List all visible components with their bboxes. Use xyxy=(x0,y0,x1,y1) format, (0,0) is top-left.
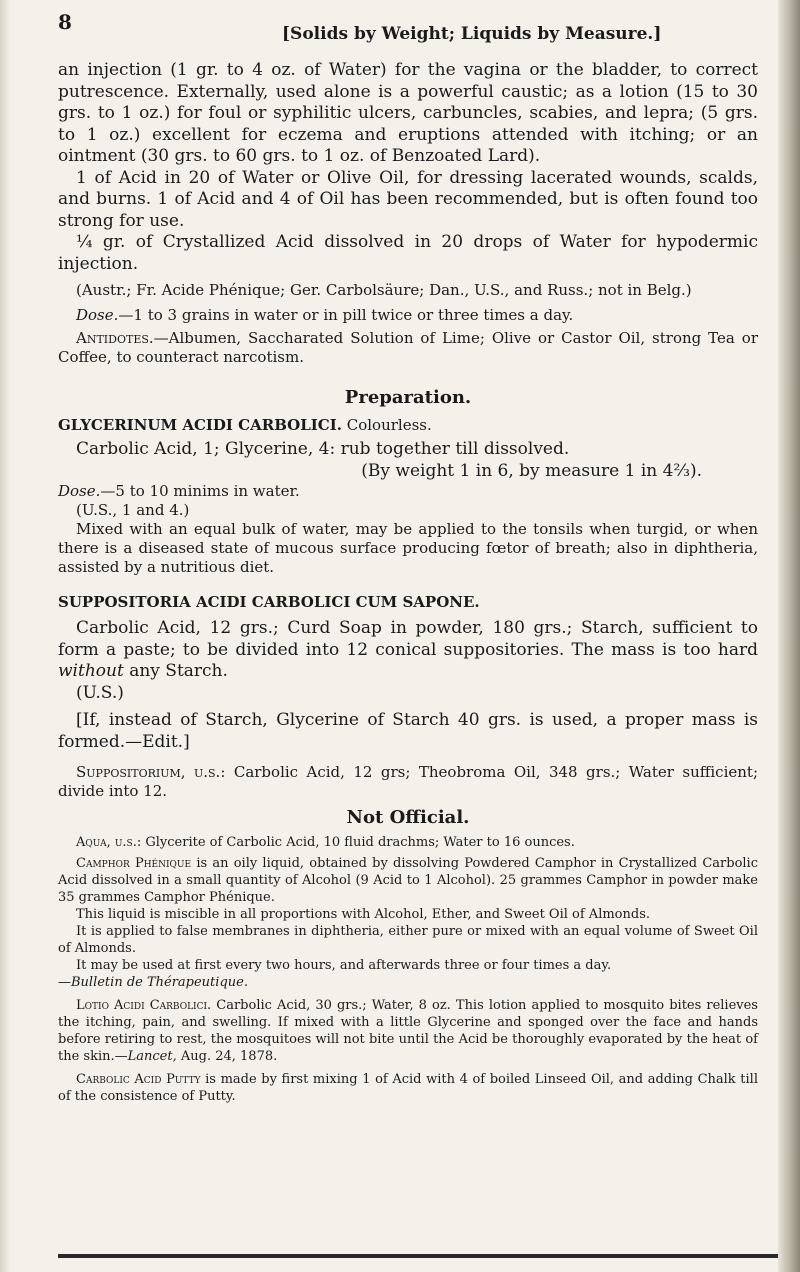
suppositoria-text-end: any Starch. xyxy=(129,661,228,681)
camphor-paragraph-3: It is applied to false membranes in diphtheria, either pure or mixed with an equal volume of Sweet Oil of Almonds. xyxy=(58,924,758,956)
intro-paragraph-3: ¼ gr. of Crystallized Acid dissolved in 20 drops of Water for hypodermic injection. xyxy=(58,232,758,274)
antidotes-label: Antidotes. xyxy=(76,329,154,347)
glycerinum-note: Colourless. xyxy=(346,416,432,434)
camphor-source xyxy=(58,974,758,991)
putty-label: Carbolic Acid Putty xyxy=(76,1072,201,1087)
running-head: [Solids by Weight; Liquids by Measure.] xyxy=(282,24,662,44)
glycerinum-dose-label: Dose. xyxy=(58,482,101,500)
synonyms-paragraph: (Austr.; Fr. Acide Phénique; Ger. Carbolsäure; Dan., U.S., and Russ.; not in Belg.) xyxy=(76,281,692,299)
glycerinum-sources: (U.S., 1 and 4.) xyxy=(76,501,190,519)
glycerinum-ratio: (By weight 1 in 6, by measure 1 in 4⅔). xyxy=(361,460,702,481)
glycerinum-dose xyxy=(58,482,758,501)
suppositorium-label: Suppositorium, u.s.: xyxy=(76,763,226,781)
intro-paragraph-2: 1 of Acid in 20 of Water or Olive Oil, for dressing lacerated wounds, scalds, and burns. 1 of Acid and 4 of Oil has been recommended, but is often found too strong for use. xyxy=(58,167,758,231)
suppositoria-text-main: Carbolic Acid, 12 grs.; Curd Soap in powder, 180 grs.; Starch, sufficient to form a paste; to be divided into 12 conical suppositories. The mass is too hard xyxy=(58,618,758,660)
suppositorium-text: Carbolic Acid, 12 grs; Theobroma Oil, 348 grs.; Water sufficient; divide into 12. xyxy=(58,763,758,800)
camphor-source-text: —Bulletin de Thérapeutique. xyxy=(58,975,248,990)
lotio-label: Lotio Acidi Carbolici. xyxy=(76,998,212,1013)
bottom-rule xyxy=(58,1254,778,1258)
camphor-paragraph-4: It may be used at first every two hours, and afterwards three or four times a day. xyxy=(76,958,612,973)
aqua-text: Glycerite of Carbolic Acid, 10 fluid drachms; Water to 16 ounces. xyxy=(145,835,575,850)
dose-label: Dose. xyxy=(76,306,119,324)
camphor-text: is an oily liquid, obtained by dissolving Powdered Camphor in Crystallized Carbolic Acid dissolved in a small quantity of Alcohol (9 Acid to 1 Alcohol). 25 grammes Camphor in powder make 35 grammes Camphor Phénique. xyxy=(58,856,758,905)
suppositoria-heading xyxy=(58,593,758,612)
glycerinum-heading xyxy=(58,416,758,435)
glycerinum-title: GLYCERINUM ACIDI CARBOLICI. xyxy=(58,416,342,434)
camphor-paragraph xyxy=(58,855,758,906)
putty-paragraph xyxy=(58,1071,758,1105)
glycerinum-note-paragraph: Mixed with an equal bulk of water, may be applied to the tonsils when turgid, or when there is a diseased state of mucous surface producing fœtor of breath; also in diphtheria, assisted by a nutritious diet. xyxy=(58,520,758,576)
glycerinum-dose-text: —5 to 10 minims in water. xyxy=(100,482,300,500)
lotio-paragraph xyxy=(58,997,758,1065)
putty-text: is made by first mixing 1 of Acid with 4 of boiled Linseed Oil, and adding Chalk till of the consistence of Putty. xyxy=(58,1072,758,1104)
antidotes-text: —Albumen, Saccharated Solution of Lime; Olive or Castor Oil, strong Tea or Coffee, to counteract narcotism. xyxy=(58,329,758,366)
suppositoria-title: SUPPOSITORIA ACIDI CARBOLICI CUM SAPONE. xyxy=(58,593,480,611)
not-official-title: Not Official. xyxy=(346,807,470,828)
dose-text: —1 to 3 grains in water or in pill twice or three times a day. xyxy=(118,306,574,324)
lotio-source: Lancet, xyxy=(127,1049,177,1064)
page-edge-shadow xyxy=(0,0,10,1272)
lotio-date: Aug. 24, 1878. xyxy=(180,1049,278,1064)
camphor-label: Camphor Phénique xyxy=(76,856,192,871)
dose-paragraph xyxy=(58,306,758,325)
aqua-paragraph xyxy=(58,834,758,851)
glycerinum-formula: Carbolic Acid, 1; Glycerine, 4: rub together till dissolved. xyxy=(76,439,570,459)
document-page xyxy=(58,10,758,1105)
editor-note: [If, instead of Starch, Glycerine of Starch 40 grs. is used, a proper mass is formed.—Edit.] xyxy=(58,710,758,752)
suppositoria-text xyxy=(58,618,758,683)
intro-paragraph-1: an injection (1 gr. to 4 oz. of Water) for the vagina or the bladder, to correct putrescence. Externally, used alone is a powerful caustic; as a lotion (15 to 30 grs. to 1 oz.) for foul or syphilitic ulcers, carbuncles, scabies, and lepra; (5 grs. to 1 oz.) excellent for eczema and eruptions attended with itching; or an ointment (30 grs. to 60 grs. to 1 oz. of Benzoated Lard). xyxy=(58,60,758,166)
preparation-title: Preparation. xyxy=(344,387,472,408)
camphor-paragraph-2: This liquid is miscible in all proportions with Alcohol, Ether, and Sweet Oil of Almonds. xyxy=(76,907,651,922)
page-header xyxy=(58,10,758,60)
suppositoria-text-italic: without xyxy=(58,661,124,681)
aqua-label: Aqua, u.s.: xyxy=(76,835,142,850)
book-gutter xyxy=(778,0,800,1272)
antidotes-paragraph xyxy=(58,329,758,367)
suppositorium-paragraph xyxy=(58,763,758,801)
suppositoria-sources: (U.S.) xyxy=(76,682,124,703)
lotio-text: Carbolic Acid, 30 grs.; Water, 8 oz. This lotion applied to mosquito bites relieves the itching, pain, and swelling. If mixed with a little Glycerine and sponged over the face and hands before retiring to rest, the mosquitoes will not bite until the Acid be thoroughly evaporated by the heat of the skin.— xyxy=(58,998,758,1064)
page-number: 8 xyxy=(58,10,72,34)
